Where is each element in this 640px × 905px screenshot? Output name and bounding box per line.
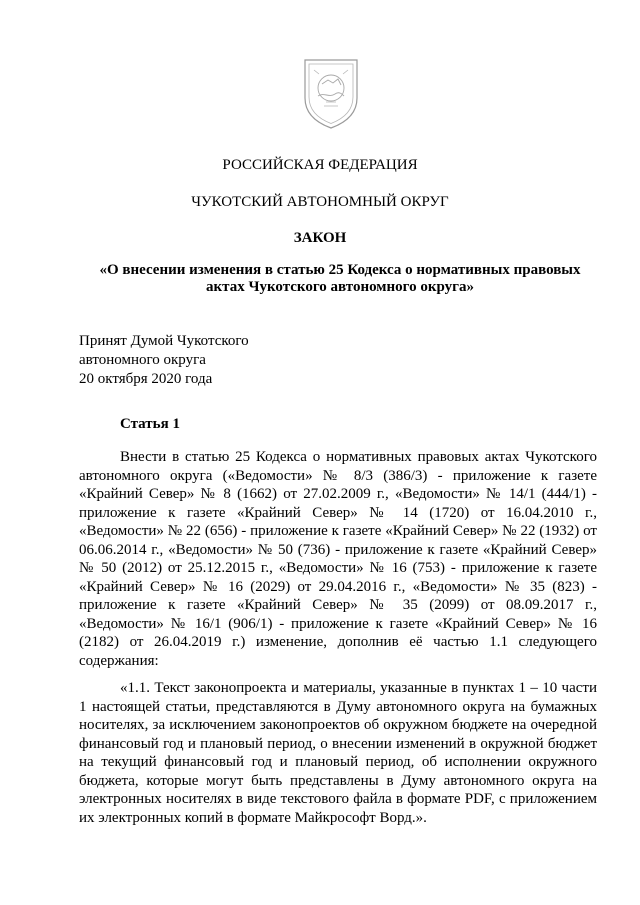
law-title-line: актах Чукотского автономного округа» (206, 279, 474, 295)
law-title (80, 262, 600, 296)
article-heading: Статья 1 (120, 416, 180, 432)
adoption-date: 20 октября 2020 года (79, 371, 213, 387)
adoption-line: автономного округа (79, 352, 206, 368)
adoption-block (79, 332, 249, 389)
document-type-heading: ЗАКОН (293, 230, 347, 246)
article-paragraph: Внести в статью 25 Кодекса о нормативных правовых актах Чукотского автономного округа («Ведомости» № 8/3 (386/3) - приложение к газете «Крайний Север» № 8 (1662) от 27.02.2009 г., «Ведомости» № 14/1 (444/1) - приложение к газете «Крайний Север» № 14 (1720) от 16.04.2010 г., «Ведомости» № 22 (656) - приложение к газете «Крайний Север» № 22 (1932) от 06.06.2014 г., «Ведомости» № 50 (736) - приложение к газете «Крайний Север» № 50 (2012) от 25.12.2015 г., «Ведомости» № 16 (753) - приложение к газете «Крайний Север» № 16 (2029) от 29.04.2016 г., «Ведомости» № 35 (823) - приложение к газете «Крайний Север» № 35 (2099) от 08.09.2017 г., «Ведомости» № 16/1 (906/1) - приложение к газете «Крайний Север» № 16 (2182) от 26.04.2019 г.) изменение, дополнив её частью 1.1 следующего содержания: (79, 449, 597, 669)
federation-heading: РОССИЙСКАЯ ФЕДЕРАЦИЯ (222, 157, 418, 173)
law-title-line: «О внесении изменения в статью 25 Кодекса о нормативных правовых (99, 262, 581, 278)
adoption-line: Принят Думой Чукотского (79, 333, 249, 349)
region-heading: ЧУКОТСКИЙ АВТОНОМНЫЙ ОКРУГ (191, 194, 449, 210)
coat-of-arms-icon (302, 58, 360, 130)
amendment-paragraph: «1.1. Текст законопроекта и материалы, указанные в пунктах 1 – 10 части 1 настоящей статьи, представляются в Думу автономного округа на бумажных носителях, за исключением законопроектов об окружном бюджете на очередной финансовый год и плановый период, о внесении изменений в окружной бюджет на текущий финансовый год и плановый период, об исполнении окружного бюджета, которые могут быть представлены в Думу автономного округа на электронных носителях в виде текстового файла в формате PDF, с приложением их электронных копий в формате Майкрософт Ворд.». (79, 680, 597, 826)
